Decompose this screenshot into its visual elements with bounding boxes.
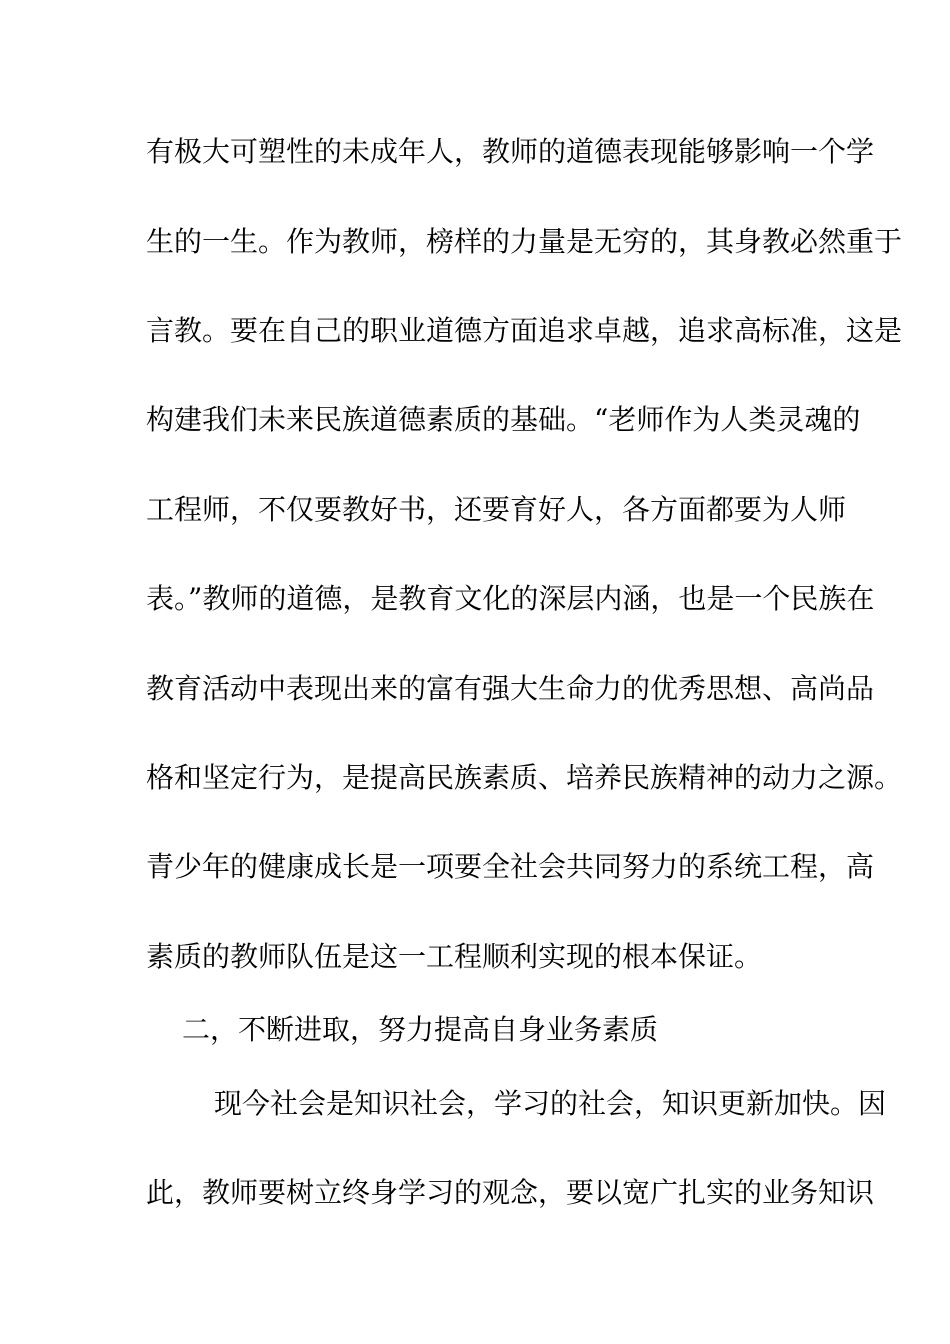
paragraph-line: 有极大可塑性的未成年人，教师的道德表现能够影响一个学 (146, 135, 875, 168)
paragraph-line: 表。”教师的道德，是教育文化的深层内涵，也是一个民族在 (146, 582, 875, 615)
paragraph-line: 格和坚定行为，是提高民族素质、培养民族精神的动力之源。 (146, 761, 903, 794)
paragraph-line: 素质的教师队伍是这一工程顺利实现的根本保证。 (146, 940, 763, 973)
paragraph-line: 构建我们未来民族道德素质的基础。“老师作为人类灵魂的 (146, 403, 861, 436)
section-heading: 二，不断进取，努力提高自身业务素质 (182, 1013, 659, 1046)
paragraph-line: 教育活动中表现出来的富有强大生命力的优秀思想、高尚品 (146, 672, 875, 705)
paragraph-line: 言教。要在自己的职业道德方面追求卓越，追求高标准，这是 (146, 314, 903, 347)
paragraph-line: 青少年的健康成长是一项要全社会共同努力的系统工程，高 (146, 850, 875, 883)
paragraph-line: 工程师，不仅要教好书，还要育好人，各方面都要为人师 (146, 493, 847, 526)
paragraph-line: 现今社会是知识社会，学习的社会，知识更新加快。因 (214, 1087, 887, 1120)
paragraph-line: 生的一生。作为教师，榜样的力量是无穷的，其身教必然重于 (146, 225, 903, 258)
paragraph-line: 此，教师要树立终身学习的观念，要以宽广扎实的业务知识 (146, 1176, 875, 1209)
